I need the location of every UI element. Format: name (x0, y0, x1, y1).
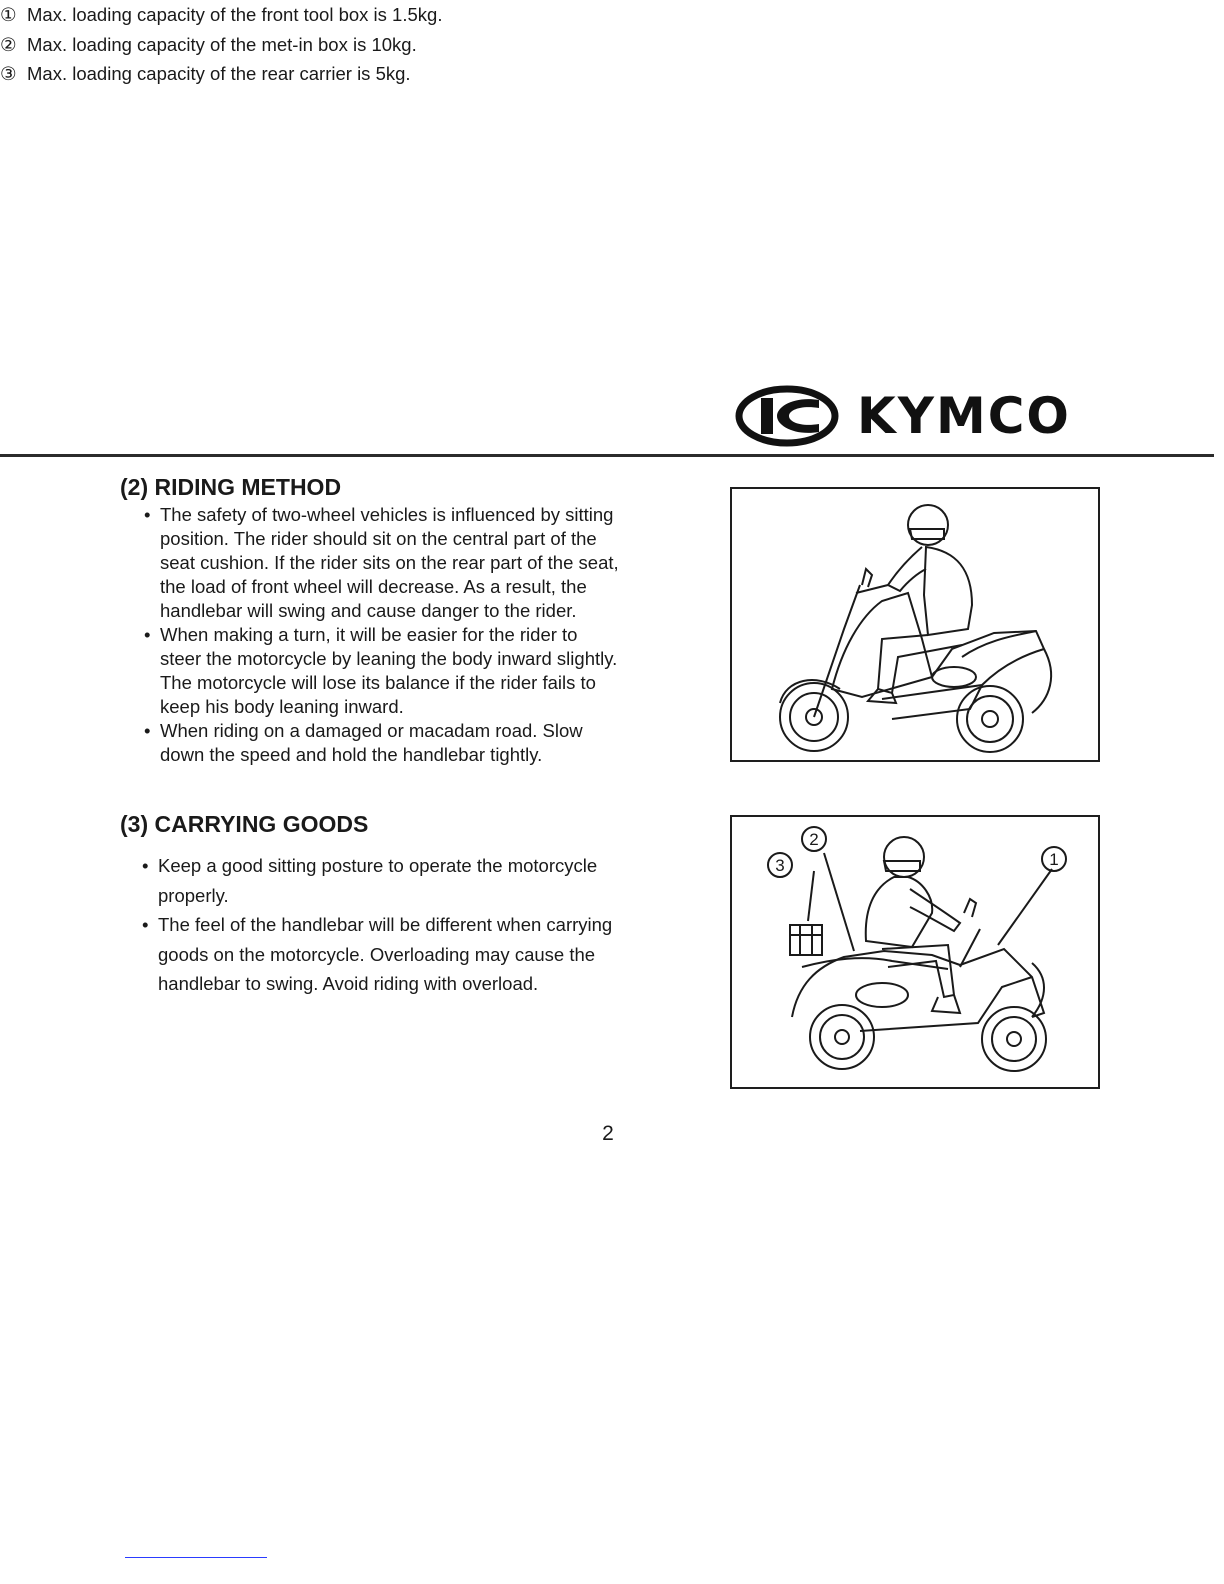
list-item (144, 623, 704, 719)
callout-1-label: 1 (1049, 850, 1059, 869)
bullet-line: keep his body leaning inward. (160, 696, 404, 717)
capacity-number: ② (0, 33, 17, 55)
list-item (144, 503, 704, 623)
capacity-text: Max. loading capacity of the front tool box is 1.5kg. (27, 4, 443, 25)
bullet-line: down the speed and hold the handlebar tightly. (160, 744, 543, 765)
capacity-item (0, 0, 442, 30)
bullet-dot: • (144, 720, 151, 741)
bullet-dot: • (144, 504, 151, 525)
capacity-number: ③ (0, 63, 17, 84)
bullet-line: When making a turn, it will be easier for the rider to (160, 624, 578, 645)
rider-on-scooter-illustration (732, 489, 1098, 760)
bullet-dot: • (144, 624, 151, 645)
bullet-line: The feel of the handlebar will be different when carrying (158, 914, 613, 935)
capacity-text: Max. loading capacity of the met-in box is 10kg. (27, 33, 417, 55)
bullet-line: Keep a good sitting posture to operate the motorcycle (158, 855, 598, 876)
bullet-line: goods on the motorcycle. Overloading may cause the (158, 943, 596, 965)
bullet-line: When riding on a damaged or macadam road. Slow (160, 720, 583, 741)
bullet-line: seat cushion. If the rider sits on the rear part of the seat, (160, 552, 619, 573)
bullet-line: handlebar will swing and cause danger to the rider. (160, 600, 577, 621)
bullet-line: steer the motorcycle by leaning the body inward slightly. (160, 648, 618, 669)
bullet-line: handlebar to swing. Avoid riding with overload. (158, 973, 539, 994)
footer-link-underline (125, 1557, 267, 1558)
brand-name: KYMCO (857, 387, 1071, 445)
header-rule (0, 454, 1214, 457)
list-item (142, 851, 702, 910)
bullet-line: position. The rider should sit on the central part of the (160, 528, 597, 549)
callout-2-label: 2 (809, 830, 819, 849)
list-item (144, 719, 704, 767)
carrying-goods-heading: (3) CARRYING GOODS (120, 811, 369, 837)
bullet-line: The safety of two-wheel vehicles is influenced by sitting (160, 504, 614, 525)
carrying-goods-list (142, 851, 702, 999)
page-number: 2 (602, 1122, 614, 1145)
bullet-dot: • (142, 914, 149, 935)
kymco-k-emblem-icon (735, 384, 847, 448)
kymco-logo (735, 384, 1085, 448)
callout-3-label: 3 (775, 856, 785, 875)
capacity-item (0, 30, 417, 60)
riding-posture-figure (730, 487, 1100, 762)
riding-method-heading: (2) RIDING METHOD (120, 474, 342, 500)
capacity-item (0, 59, 411, 89)
capacity-number: ① (0, 4, 17, 25)
carrying-goods-figure (730, 815, 1100, 1089)
capacity-text: Max. loading capacity of the rear carrier is 5kg. (27, 63, 411, 84)
riding-method-list (144, 503, 704, 767)
list-item (142, 910, 702, 999)
bullet-line: The motorcycle will lose its balance if the rider fails to (160, 672, 596, 693)
bullet-dot: • (142, 855, 149, 876)
bullet-line: the load of front wheel will decrease. As a result, the (160, 576, 587, 597)
scooter-load-points-illustration (732, 817, 1098, 1087)
bullet-line: properly. (158, 884, 229, 906)
